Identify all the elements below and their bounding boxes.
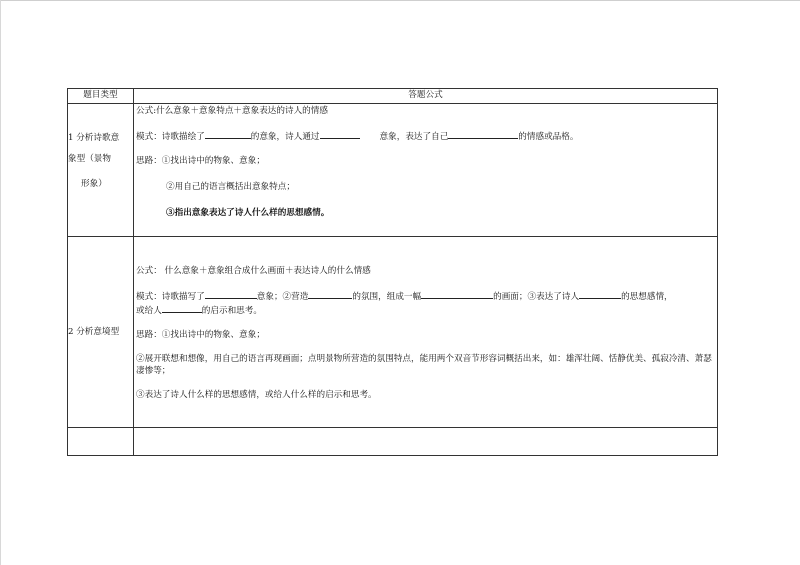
row3-formula-cell <box>134 428 718 456</box>
header-type: 题目类型 <box>68 89 134 104</box>
row1-pattern <box>136 129 717 143</box>
row1-type-cell <box>68 104 134 237</box>
row1-type-line3: 形象） <box>81 179 107 189</box>
row1-pattern-d: 的情感或品格。 <box>518 132 579 142</box>
table-row <box>68 428 718 456</box>
fill-blank <box>421 289 493 299</box>
row2-pattern-line2 <box>136 303 717 317</box>
row1-step3: ③指出意象表达了诗人什么样的思想感情。 <box>166 208 330 218</box>
fill-blank <box>448 129 518 139</box>
fill-blank <box>320 129 360 139</box>
row1-step2: ②用自己的语言概括出意象特点； <box>166 182 295 192</box>
row2-step3: ③表达了诗人什么样的思想感情，或给人什么样的启示和思考。 <box>136 390 377 400</box>
row2-pattern-a: 模式：诗歌描写了 <box>136 292 205 302</box>
fill-blank <box>205 289 257 299</box>
row2-formula: 公式： 什么意象＋意象组合成什么画面＋表达诗人的什么情感 <box>136 266 371 276</box>
row2-step2: ②展开联想和想像，用自己的语言再现画面；点明景物所营造的氛围特点，能用两个双音节形容词概括出来，如：雄浑壮阔、恬静优美、孤寂冷清、萧瑟凄惨等； <box>136 354 712 376</box>
row2-pattern-d: 的画面；③表达了诗人 <box>493 292 580 302</box>
row2-pattern <box>136 289 717 303</box>
fill-blank <box>205 129 251 139</box>
table-row <box>68 237 718 428</box>
row2-pattern-g: 的启示和思考。 <box>201 306 262 316</box>
row1-pattern-a: 模式：诗歌描绘了 <box>136 132 205 142</box>
fill-blank <box>308 289 352 299</box>
fill-blank <box>162 303 202 313</box>
row2-pattern-b: 意象；②营造 <box>256 292 309 302</box>
row2-pattern-c: 的氛围，组成一幅 <box>352 292 422 302</box>
row3-type-cell <box>68 428 134 456</box>
row2-pattern-e: 的思想感情， <box>621 292 673 302</box>
row1-type-line2: 象型（景物 <box>68 154 111 164</box>
formula-table <box>67 88 718 456</box>
row1-pattern-c: 意象，表达了自己 <box>379 132 449 142</box>
row2-type-line1: 2 分析意境型 <box>68 327 120 337</box>
table-row <box>68 104 718 237</box>
row1-formula: 公式:什么意象＋意象特点＋意象表达的诗人的情感 <box>136 106 328 116</box>
row2-type-cell <box>68 237 134 428</box>
row1-type-line1: 1 分析诗歌意 <box>68 133 120 143</box>
row1-step1: 思路：①找出诗中的物象、意象； <box>136 156 265 166</box>
page-left-edge <box>0 0 1 565</box>
fill-blank <box>579 289 621 299</box>
page-top-edge <box>0 0 800 1</box>
row2-step1: 思路：①找出诗中的物象、意象； <box>136 330 265 340</box>
row1-pattern-b: 的意象，诗人通过 <box>250 132 320 142</box>
table-header-row <box>68 89 718 104</box>
row2-pattern-f: 或给人 <box>136 306 162 316</box>
row1-formula-cell <box>134 104 718 237</box>
row2-formula-cell <box>134 237 718 428</box>
header-formula: 答题公式 <box>134 89 718 104</box>
